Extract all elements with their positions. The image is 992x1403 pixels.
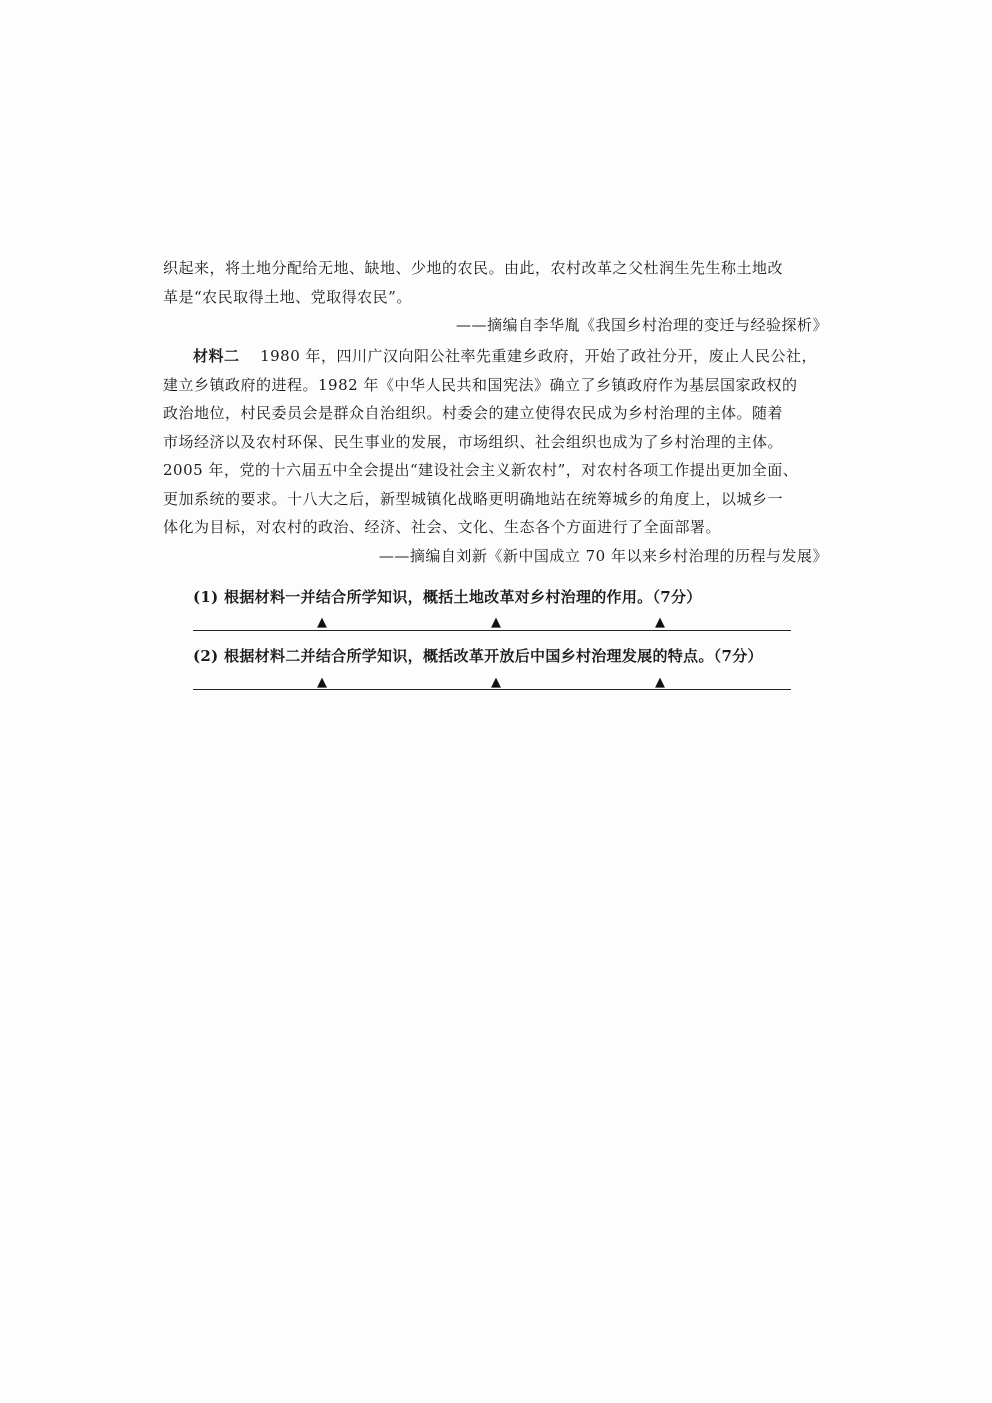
material-one-excerpt [163, 254, 828, 340]
material-one-source: ——摘编自李华胤《我国乡村治理的变迁与经验探析》 [455, 316, 828, 334]
material-two-label: 材料二 [193, 347, 240, 365]
material-two-line-7: 体化为目标，对农村的政治、经济、社会、文化、生态各个方面进行了全面部署。 [163, 518, 722, 536]
material-two-line-4: 市场经济以及农村环保、民生事业的发展，市场组织、社会组织也成为了乡村治理的主体。 [163, 432, 784, 451]
question-1: (1) 根据材料一并结合所学知识，概括土地改革对乡村治理的作用。（7分） [193, 588, 702, 606]
answer-line-1[interactable] [193, 630, 791, 631]
answer-marker-icon: ▲ [655, 615, 665, 630]
answer-marker-icon: ▲ [655, 675, 665, 690]
material-one-line-2: 革是“农民取得土地、党取得农民”。 [163, 287, 412, 306]
material-two-line-3: 政治地位，村民委员会是群众自治组织。村委会的建立使得农民成为乡村治理的主体。随着 [163, 404, 784, 422]
answer-marker-icon: ▲ [317, 675, 327, 690]
material-two-excerpt [163, 342, 828, 570]
answer-marker-icon: ▲ [317, 615, 327, 630]
material-two-line-1 [163, 342, 828, 371]
answer-line-2[interactable] [193, 689, 791, 690]
material-two-line-2: 建立乡镇政府的进程。1982 年《中华人民共和国宪法》确立了乡镇政府作为基层国家政权的 [163, 375, 798, 394]
material-two-source: ——摘编自刘新《新中国成立 70 年以来乡村治理的历程与发展》 [378, 546, 828, 565]
answer-marker-icon: ▲ [491, 615, 501, 630]
material-two-line-6: 更加系统的要求。十八大之后，新型城镇化战略更明确地站在统筹城乡的角度上，以城乡一 [163, 489, 784, 508]
answer-marker-icon: ▲ [491, 675, 501, 690]
question-2: (2) 根据材料二并结合所学知识，概括改革开放后中国乡村治理发展的特点。（7分） [193, 647, 763, 665]
material-one-line-1: 织起来，将土地分配给无地、缺地、少地的农民。由此，农村改革之父杜润生先生称土地改 [163, 259, 784, 277]
material-two-line-5: 2005 年，党的十六届五中全会提出“建设社会主义新农村”，对农村各项工作提出更加全面、 [163, 461, 799, 479]
material-two-text: 1980 年，四川广汉向阳公社率先重建乡政府，开始了政社分开，废止人民公社， [260, 347, 818, 365]
